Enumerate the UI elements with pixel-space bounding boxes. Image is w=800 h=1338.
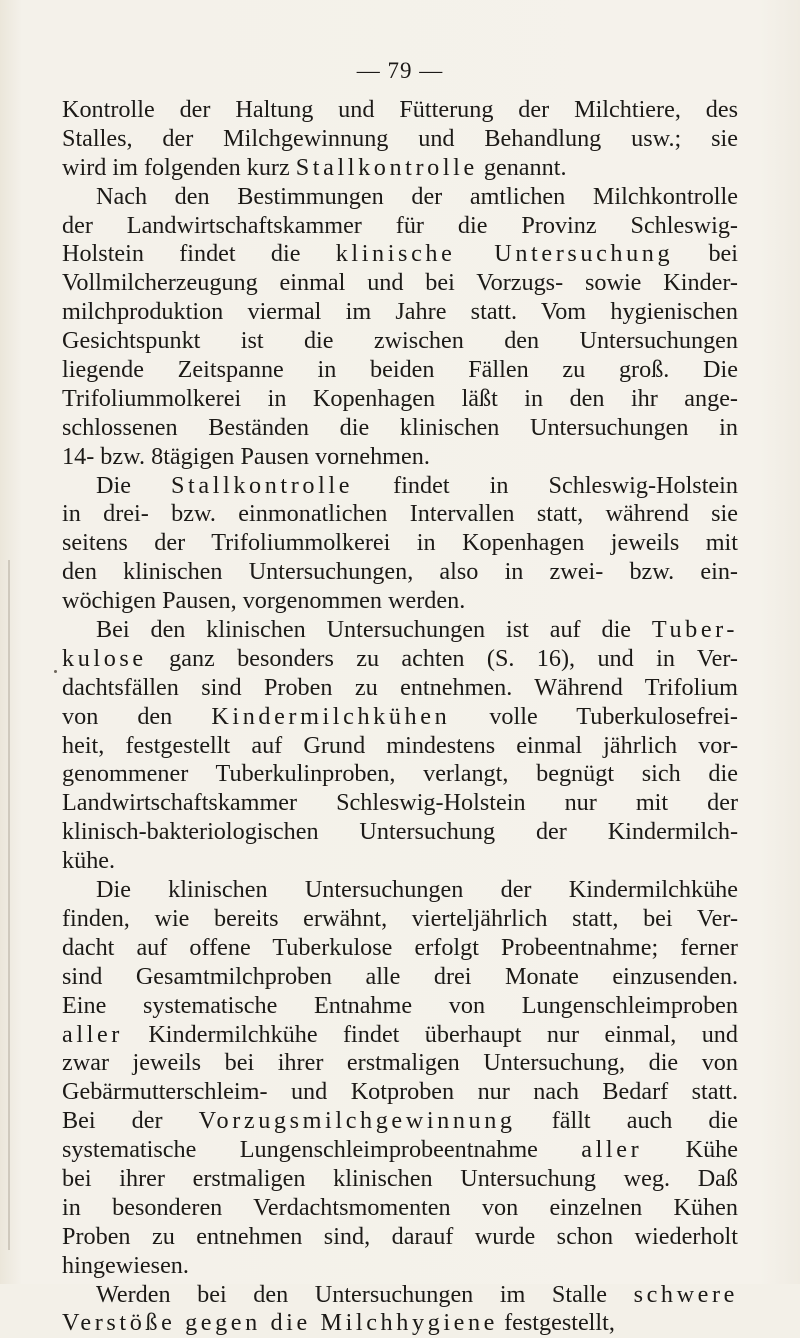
text-line [62, 616, 738, 645]
text-run: Die klinischen Untersuchungen der Kindermilchkühe [96, 876, 738, 904]
text-line [62, 1281, 738, 1310]
text-run: Bei den klinischen Untersuchungen ist auf die [96, 616, 652, 644]
text-run: liegende Zeitspanne in beiden Fällen zu groß. Die [62, 356, 738, 384]
text-line [62, 1136, 738, 1165]
text-run: bei ihrer erstmaligen klinischen Untersuchung weg. Daß [62, 1164, 738, 1192]
text-run: Gesichtspunkt ist die zwischen den Untersuchungen [62, 327, 738, 355]
text-run: schlossenen Beständen die klinischen Untersuchungen in [62, 413, 738, 441]
text-line [62, 125, 738, 154]
text-line [62, 760, 738, 789]
text-run: in drei- bzw. einmonatlichen Intervallen statt, während sie [62, 500, 738, 528]
text-line [62, 1194, 738, 1223]
text-run: finden, wie bereits erwähnt, vierteljährlich statt, bei Ver- [62, 904, 738, 932]
text-line [62, 847, 738, 876]
spaced-emphasis: Vorzugsmilchgewinnung [198, 1107, 516, 1135]
text-line [62, 269, 738, 298]
spaced-emphasis: kulose [62, 644, 147, 672]
text-run: milchproduktion viermal im Jahre statt. Vom hygienischen [62, 298, 738, 326]
text-line [62, 905, 738, 934]
text-run: systematische Lungenschleimprobeentnahme [62, 1136, 582, 1164]
text-run: zwar jeweils bei ihrer erstmaligen Untersuchung, die von [62, 1049, 738, 1077]
spaced-emphasis: aller [581, 1136, 643, 1164]
text-run: Die [96, 471, 171, 499]
text-line [62, 1165, 738, 1194]
text-run: der Landwirtschaftskammer für die Provinz Schleswig- [62, 211, 738, 239]
text-run: Bei der [62, 1107, 199, 1135]
text-line [62, 356, 738, 385]
spaced-emphasis: Kindermilchkühen [211, 702, 451, 730]
text-line [62, 674, 738, 703]
text-line [62, 1049, 738, 1078]
text-line [62, 558, 738, 587]
spaced-emphasis: Verstöße gegen die Milchhygiene [62, 1309, 499, 1337]
text-line [62, 529, 738, 558]
text-run: in besonderen Verdachtsmomenten von einzelnen Kühen [62, 1193, 738, 1221]
spaced-emphasis: Stallkontrolle [171, 471, 354, 499]
text-run: Gebärmutterschleim- und Kotproben nur nach Bedarf statt. [62, 1078, 738, 1106]
text-run: findet in Schleswig-Holstein [353, 471, 738, 499]
text-line [62, 385, 738, 414]
text-run: Vollmilcherzeugung einmal und bei Vorzugs- sowie Kinder- [62, 269, 738, 297]
text-run: fällt auch die [515, 1107, 738, 1135]
spaced-emphasis: klinische Untersuchung [335, 240, 674, 268]
text-line [62, 1252, 738, 1281]
text-run: wird im folgenden kurz [62, 153, 296, 181]
spaced-emphasis: schwere [633, 1280, 738, 1308]
text-run: Nach den Bestimmungen der amtlichen Milchkontrolle [96, 182, 738, 210]
text-run: volle Tuberkulosefrei- [450, 702, 738, 730]
text-run: ganz besonders zu achten (S. 16), und in Ver- [146, 644, 738, 672]
text-line [62, 732, 738, 761]
text-run: kühe. [62, 847, 116, 875]
text-line [62, 298, 738, 327]
text-run: Stalles, der Milchgewinnung und Behandlung usw.; sie [62, 124, 738, 152]
text-run: genannt. [477, 153, 567, 181]
text-line [62, 1107, 738, 1136]
text-line [62, 645, 738, 674]
text-run: wöchigen Pausen, vorgenommen werden. [62, 587, 466, 615]
text-line [62, 1223, 738, 1252]
text-run: dachtsfällen sind Proben zu entnehmen. Während Trifolium [62, 673, 738, 701]
page-gutter-shadow [8, 560, 10, 1250]
spaced-emphasis: Stallkontrolle [295, 153, 478, 181]
text-line [62, 183, 738, 212]
text-line [62, 876, 738, 905]
text-run: Werden bei den Untersuchungen im Stalle [96, 1280, 634, 1308]
text-line [62, 443, 738, 472]
text-line [62, 1021, 738, 1050]
text-run: dacht auf offene Tuberkulose erfolgt Probeentnahme; ferner [62, 933, 738, 961]
text-line [62, 818, 738, 847]
text-run: genommener Tuberkulinproben, verlangt, begnügt sich die [62, 760, 738, 788]
text-run: bei [673, 240, 738, 268]
text-run: Trifoliummolkerei in Kopenhagen läßt in den ihr ange- [62, 384, 738, 412]
text-line [62, 212, 738, 241]
spaced-emphasis: Tuber- [651, 616, 738, 644]
text-run: klinisch-bakteriologischen Untersuchung der Kindermilch- [62, 818, 738, 846]
text-line [62, 934, 738, 963]
text-run: von den [62, 702, 212, 730]
text-line [62, 472, 738, 501]
text-run: Proben zu entnehmen sind, darauf wurde schon wiederholt [62, 1222, 738, 1250]
text-run: seitens der Trifoliummolkerei in Kopenhagen jeweils mit [62, 529, 738, 557]
text-run: sind Gesamtmilchproben alle drei Monate einzusenden. [62, 962, 738, 990]
text-line [62, 587, 738, 616]
text-run: heit, festgestellt auf Grund mindestens einmal jährlich vor- [62, 731, 738, 759]
spaced-emphasis: aller [62, 1020, 123, 1048]
text-run: Kühe [642, 1136, 738, 1164]
text-run: 14- bzw. 8tägigen Pausen vornehmen. [62, 442, 430, 470]
text-run: hingewiesen. [62, 1251, 189, 1279]
text-line [62, 992, 738, 1021]
text-run: festgestellt, [498, 1309, 615, 1337]
text-run: Holstein findet die [62, 240, 336, 268]
margin-mark [54, 670, 57, 673]
text-line [62, 703, 738, 732]
text-run: Kindermilchkühe findet überhaupt nur einmal, und [122, 1020, 738, 1048]
text-line [62, 414, 738, 443]
text-run: Landwirtschaftskammer Schleswig-Holstein nur mit der [62, 789, 738, 817]
page-number: — 79 — [356, 58, 444, 83]
text-line [62, 1309, 738, 1338]
text-run: Eine systematische Entnahme von Lungenschleimproben [62, 991, 738, 1019]
text-line [62, 963, 738, 992]
text-line [62, 96, 738, 125]
text-line [62, 1078, 738, 1107]
text-line [62, 154, 738, 183]
text-run: Kontrolle der Haltung und Fütterung der Milchtiere, des [62, 96, 738, 123]
text-line [62, 789, 738, 818]
text-line [62, 327, 738, 356]
body-text [62, 96, 738, 1338]
text-line [62, 240, 738, 269]
text-run: den klinischen Untersuchungen, also in zwei- bzw. ein- [62, 558, 738, 586]
text-line [62, 500, 738, 529]
